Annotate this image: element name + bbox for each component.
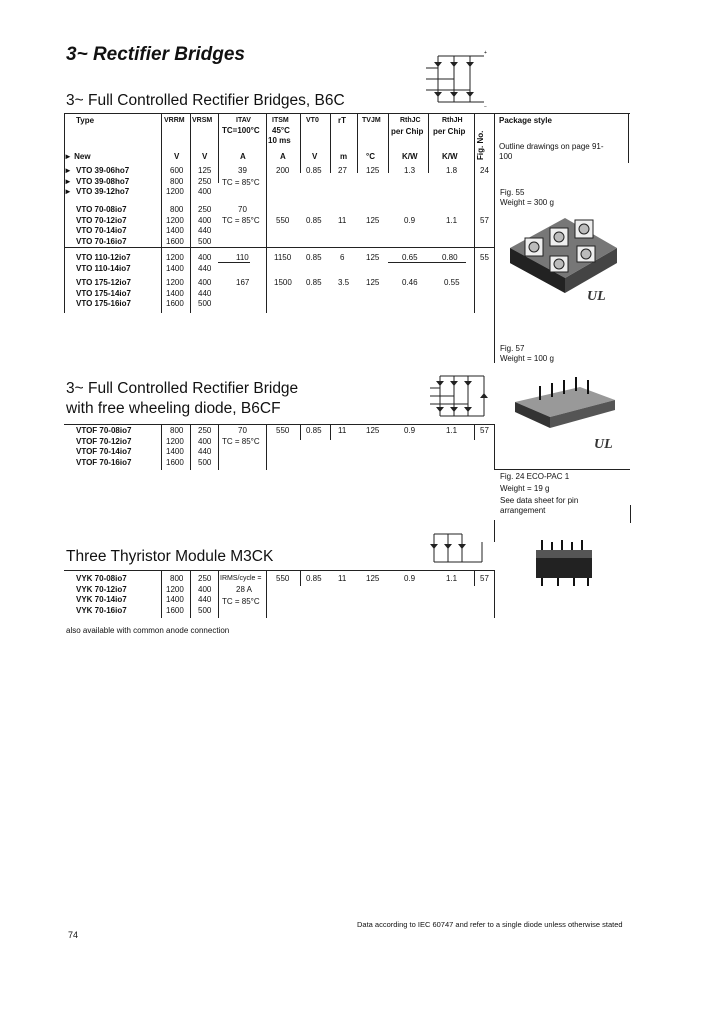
vrsm-cell: 125 [198,166,212,175]
type-cell: VTO 175-16io7 [76,299,131,308]
header-vt0: VT0 [306,117,319,124]
table-group-rule [64,247,494,248]
vrrm-cell: 1200 [166,215,184,225]
vrrm-cell: 1600 [166,299,184,308]
rt-cell: 11 [338,216,347,225]
itav-cell: 70 [238,426,247,435]
itav-cell: 39 [238,166,247,175]
fig57-weight: Weight = 100 g [500,354,554,363]
section1-title: 3~ Full Controlled Rectifier Bridges, B6C [66,92,345,109]
fig-cell: 24 [480,166,489,175]
new-marker: ► [64,176,72,186]
fig24-caption: Fig. 24 ECO-PAC 1 [500,472,570,481]
section3-title: Three Thyristor Module M3CK [66,548,274,565]
type-cell: VTO 175-14io7 [76,288,131,298]
rthjh-cell: 1.1 [446,426,458,435]
rthjc-cell: 1.3 [404,166,416,175]
unit-kw: K/W [442,152,458,161]
b6c-circuit-icon [424,50,494,108]
header-package: Package style [499,116,552,125]
type-cell: VTO 70-12io7 [76,215,127,225]
tvjm-cell: 125 [366,166,380,175]
fig-cell: 57 [480,574,489,583]
header-rthjh-sub: per Chip [433,127,466,136]
fig24-weight: Weight = 19 g [500,484,550,493]
vrrm-cell: 800 [170,205,184,214]
type-cell: VTO 110-12io7 [76,253,131,262]
header-itav-cond: TC=100°C [222,126,260,135]
vrrm-cell: 1200 [166,187,184,196]
vrrm-cell: 600 [170,166,184,175]
header-fig: Fig. No. [476,130,485,160]
rt-cell: 27 [338,166,347,175]
vrsm-cell: 440 [198,288,212,298]
vrsm-cell: 400 [198,215,212,225]
itsm-cell: 200 [276,166,290,175]
unit-kw: K/W [402,152,418,161]
irms-label: IRMS/cycle = [220,575,262,582]
vrrm-cell: 800 [170,574,184,583]
vrrm-cell: 1400 [166,447,184,456]
type-cell: VYK 70-14io7 [76,595,127,604]
unit-c: °C [366,152,375,161]
vrsm-cell: 500 [198,605,212,615]
vt0-cell: 0.85 [306,426,322,435]
svg-text:UL: UL [594,437,613,452]
type-cell: VYK 70-12io7 [76,584,127,594]
type-cell: VTO 70-14io7 [76,226,127,235]
vt0-cell: 0.85 [306,278,322,287]
vrsm-cell: 440 [198,447,212,456]
vrsm-cell: 500 [198,457,212,467]
vrrm-cell: 1600 [166,457,184,467]
rt-cell: 11 [338,574,347,583]
vrsm-cell: 400 [198,253,212,262]
vrrm-cell: 1400 [166,264,184,273]
type-cell: VTOF 70-08io7 [76,426,132,435]
module-photo-icon [528,538,598,588]
rt-cell: 3.5 [338,278,350,287]
package-note: Outline drawings on page 91-100 [499,142,604,161]
fig55-weight: Weight = 300 g [500,198,554,207]
type-cell: VTO 39-12ho7 [76,187,130,196]
rt-cell: 11 [338,426,347,435]
rthjh-cell: 0.55 [444,278,460,287]
new-marker: ► [64,187,72,196]
vrsm-cell: 250 [198,205,212,214]
fig-cell: 55 [480,253,489,262]
itsm-cell: 550 [276,574,290,583]
vrrm-cell: 1400 [166,226,184,235]
vrsm-cell: 400 [198,187,212,196]
vrrm-cell: 1400 [166,288,184,298]
itav-cell: 110 [236,253,249,262]
vrrm-cell: 1600 [166,236,184,246]
irms-value: 28 A [236,584,253,594]
vrsm-cell: 440 [198,226,212,235]
rthjh-cell: 1.1 [446,574,458,583]
fig55-caption: Fig. 55 [500,188,525,197]
tvjm-cell: 125 [366,426,380,435]
vrrm-cell: 1600 [166,605,184,615]
tc-cell: TC = 85°C [222,597,260,606]
header-itsm-cond: 45°C [272,126,290,135]
type-cell: VTOF 70-16io7 [76,457,132,467]
vrsm-cell: 250 [198,426,212,435]
vrsm-cell: 500 [198,299,212,308]
vrsm-cell: 250 [198,176,212,186]
see-sheet-note: See data sheet for pin arrangement [500,496,579,515]
vrsm-cell: 440 [198,264,212,273]
rthjh-cell: 1.1 [446,216,458,225]
rthjh-cell: 0.80 [442,253,458,262]
tvjm-cell: 125 [366,278,380,287]
module-photo-icon [505,208,620,303]
type-cell: VTO 70-08io7 [76,205,127,214]
vrsm-cell: 440 [198,595,212,604]
vt0-cell: 0.85 [306,216,322,225]
header-vrsm: VRSM [192,117,213,124]
header-vrrm: VRRM [164,117,185,124]
itav-cell: 70 [238,205,247,214]
rthjc-cell: 0.9 [404,574,416,583]
m3ck-circuit-icon [428,528,492,568]
vt0-cell: 0.85 [306,574,322,583]
header-itsm: ITSM [272,117,289,124]
vrsm-cell: 400 [198,436,212,446]
tvjm-cell: 125 [366,574,380,583]
new-marker: ► New [64,152,91,161]
vrrm-cell: 1200 [166,253,184,262]
fig-cell: 57 [480,216,489,225]
page-title: 3~ Rectifier Bridges [66,44,245,65]
header-rt: rT [338,116,346,125]
unit-v: V [202,152,208,161]
vt0-cell: 0.85 [306,166,322,175]
vrsm-cell: 250 [198,574,212,583]
common-anode-note: also available with common anode connection [66,626,230,635]
type-cell: VYK 70-16io7 [76,605,127,615]
b6cf-circuit-icon [428,372,492,420]
vrrm-cell: 1200 [166,278,184,287]
page-number: 74 [68,930,79,940]
type-cell: VTO 39-06ho7 [76,166,130,175]
vrrm-cell: 800 [170,176,184,186]
footnote: Data according to IEC 60747 and refer to a single diode unless otherwise stated [357,920,623,929]
section2-title-line1: 3~ Full Controlled Rectifier Bridge [66,380,299,397]
section2-title-line2: with free wheeling diode, B6CF [66,400,281,417]
type-cell: VTO 110-14io7 [76,264,131,273]
vrrm-cell: 1200 [166,584,184,594]
header-type: Type [76,116,95,125]
svg-text:+: + [484,50,487,56]
rt-cell: 6 [340,253,345,262]
type-cell: VTOF 70-12io7 [76,436,132,446]
tc-cell: TC = 85°C [222,178,260,187]
rthjc-cell: 0.46 [402,278,418,287]
module-photo-icon [510,372,620,452]
unit-v: V [312,152,318,161]
vrrm-cell: 1400 [166,595,184,604]
header-rthjc-sub: per Chip [391,127,424,136]
type-cell: VTO 39-08ho7 [76,176,130,186]
unit-m: m [340,152,348,161]
type-cell: VTO 175-12io7 [76,278,131,287]
itsm-cell: 550 [276,426,290,435]
fig57-caption: Fig. 57 [500,344,525,353]
type-cell: VTOF 70-14io7 [76,447,132,456]
rthjh-cell: 1.8 [446,166,458,175]
new-marker: ► [64,166,72,175]
type-cell: VTO 70-16io7 [76,236,127,246]
vrsm-cell: 400 [198,278,212,287]
itsm-cell: 550 [276,216,290,225]
header-rthjh: RthJH [442,117,463,124]
svg-text:UL: UL [587,289,606,304]
unit-a: A [240,152,246,161]
itsm-cell: 1500 [274,278,292,287]
header-rthjc: RthJC [400,117,421,124]
tc-cell: TC = 85°C [222,216,260,225]
rthjc-cell: 0.9 [404,216,416,225]
tc-cell: TC = 85°C [222,437,260,446]
header-itav: ITAV [236,117,251,124]
tvjm-cell: 125 [366,216,380,225]
unit-v: V [174,152,180,161]
tvjm-cell: 125 [366,253,380,262]
rthjc-cell: 0.9 [404,426,416,435]
rthjc-cell: 0.65 [402,253,418,262]
fig-cell: 57 [480,426,489,435]
table-top-rule [64,113,630,114]
vrsm-cell: 500 [198,236,212,246]
vrrm-cell: 800 [170,426,184,435]
vrsm-cell: 400 [198,584,212,594]
itsm-cell: 1150 [274,253,292,262]
unit-a: A [280,152,286,161]
header-tvjm: TVJM [362,117,381,124]
vrrm-cell: 1200 [166,436,184,446]
svg-text:−: − [484,104,487,110]
type-cell: VYK 70-08io7 [76,574,127,583]
itav-cell: 167 [236,278,250,287]
vt0-cell: 0.85 [306,253,322,262]
header-itsm-time: 10 ms [268,136,291,145]
